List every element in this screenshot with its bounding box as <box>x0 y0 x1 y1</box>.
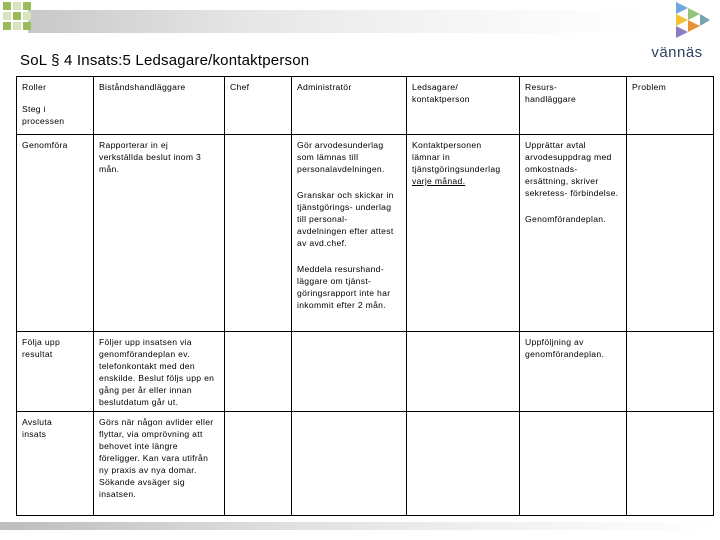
cell-genomfora-ledsagare <box>407 135 520 332</box>
table-header-row <box>17 77 714 135</box>
cell-text: Meddela resurshand- läggare om tjänst- göringsrapport inte har inkommit efter 2 mån. <box>297 264 391 310</box>
header-cell-resurs <box>520 77 627 135</box>
header-cell-chef <box>225 77 292 135</box>
cell-avsluta-chef <box>225 412 292 516</box>
row-label-genomfora <box>17 135 94 332</box>
cell-genomfora-problem <box>627 135 714 332</box>
header-admin: Administratör <box>297 82 352 92</box>
cell-text: Görs när någon avlider eller flyttar, via omprövning att behovet inte längre föreligger. Kan vara utifrån ny praxis av nya domar. Sökande avsäger sig insatsen. <box>99 417 214 499</box>
header-steg: Steg i processen <box>22 104 65 126</box>
cell-avsluta-admin <box>292 412 407 516</box>
cell-text: Rapporterar in ej verkställda beslut inom 3 mån. <box>99 140 202 174</box>
logo-text: vännäs <box>651 44 703 61</box>
header-gradient-bar <box>28 10 648 33</box>
cell-folja-admin <box>292 332 407 412</box>
table-row <box>17 412 714 516</box>
row-label-text: Genomföra <box>22 140 68 150</box>
header-cell-roller <box>17 77 94 135</box>
cell-folja-chef <box>225 332 292 412</box>
cell-text-underlined: varje månad. <box>412 176 466 186</box>
row-label-text: Följa upp resultat <box>22 337 61 359</box>
row-label-folja <box>17 332 94 412</box>
header-cell-bistand <box>94 77 225 135</box>
table-row <box>17 332 714 412</box>
table-row <box>17 135 714 332</box>
cell-avsluta-resurs <box>520 412 627 516</box>
header-bistand: Biståndshandläggare <box>99 82 186 92</box>
header-cell-admin <box>292 77 407 135</box>
cell-folja-bistand <box>94 332 225 412</box>
process-table <box>16 76 714 516</box>
cell-avsluta-ledsagare <box>407 412 520 516</box>
cell-genomfora-bistand <box>94 135 225 332</box>
cell-text: Uppföljning av genomförandeplan. <box>525 337 605 359</box>
cell-text: Granskar och skickar in tjänstgörings- underlag till personal- avdelningen efter attest av avd.chef. <box>297 190 394 248</box>
header-problem: Problem <box>632 82 667 92</box>
cell-genomfora-resurs <box>520 135 627 332</box>
cell-avsluta-bistand <box>94 412 225 516</box>
cell-genomfora-admin <box>292 135 407 332</box>
cell-text: Genomförandeplan. <box>525 214 607 224</box>
cell-text: Upprättar avtal arvodesuppdrag med omkostnads- ersättning, skriver sekretess- förbindelse. <box>525 140 619 198</box>
row-label-avsluta <box>17 412 94 516</box>
header-chef: Chef <box>230 82 250 92</box>
header-cell-problem <box>627 77 714 135</box>
vannas-logo-icon <box>640 0 720 72</box>
page-title: SoL § 4 Insats:5 Ledsagare/kontaktperson <box>20 52 310 69</box>
cell-folja-resurs <box>520 332 627 412</box>
row-label-text: Avsluta insats <box>22 417 53 439</box>
header-roller: Roller <box>22 82 47 92</box>
cell-text: Kontaktpersonen lämnar in tjänstgöringsunderlag <box>412 140 501 174</box>
header-squares-decoration <box>3 2 33 36</box>
cell-text: Följer upp insatsen via genomförandeplan ev. telefonkontakt med den enskilde. Beslut följs upp en gång per år eller innan beslutdatum går ut. <box>99 337 215 407</box>
footer-gradient-bar <box>0 522 720 530</box>
cell-genomfora-chef <box>225 135 292 332</box>
header-ledsagare: Ledsagare/ kontaktperson <box>412 82 470 104</box>
header-resurs: Resurs- handläggare <box>525 82 577 104</box>
cell-text: Gör arvodesunderlag som lämnas till personalavdelningen. <box>297 140 385 174</box>
cell-avsluta-problem <box>627 412 714 516</box>
cell-folja-problem <box>627 332 714 412</box>
cell-folja-ledsagare <box>407 332 520 412</box>
header-cell-ledsagare <box>407 77 520 135</box>
